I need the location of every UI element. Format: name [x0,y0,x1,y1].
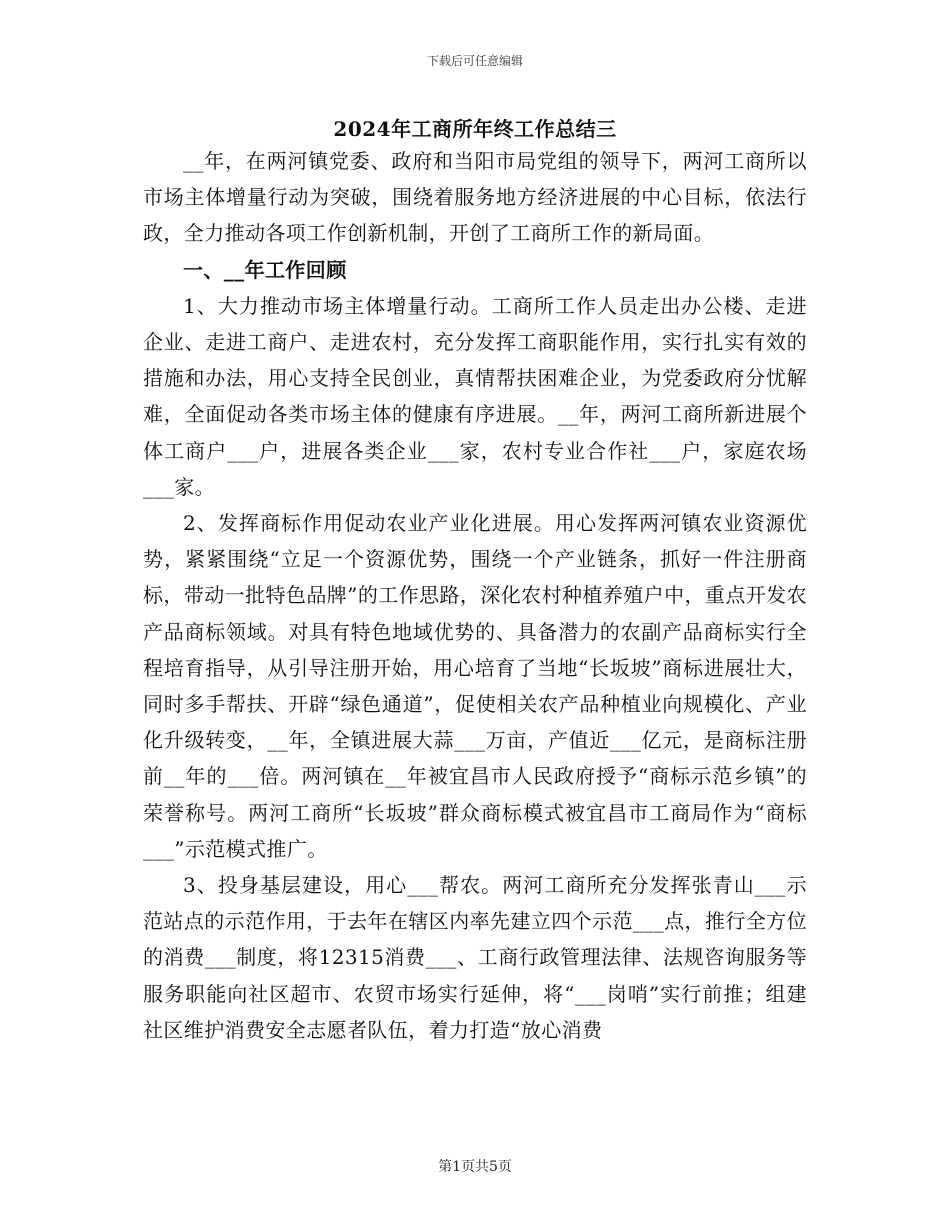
page-number: 第1页共5页 [438,1159,512,1175]
document-body [143,143,807,1048]
section-heading: 一、__年工作回顾 [183,257,347,282]
body-paragraph-2: 2、发挥商标作用促动农业产业化进展。用心发挥两河镇农业资源优势，紧紧围绕“立足一个资源优势，围绕一个产业链条，抓好一件注册商标，带动一批特色品牌”的工作思路，深化农村种植养殖户中，重点开发农产品商标领域。对具有特色地域优势的、具备潜力的农副产品商标实行全程培育指导，从引导注册开始，用心培育了当地“长坂坡”商标进展壮大，同时多手帮扶、开辟“绿色通道”，促使相关农产品种植业向规模化、产业化升级转变，__年，全镇进展大蒜___万亩，产值近___亿元，是商标注册前__年的___倍。两河镇在__年被宜昌市人民政府授予“商标示范乡镇”的荣誉称号。两河工商所“长坂坡”群众商标模式被宜昌市工商局作为“商标___”示范模式推广。 [143,511,807,861]
document-title: 2024年工商所年终工作总结三 [333,117,617,141]
intro-paragraph: __年，在两河镇党委、政府和当阳市局党组的领导下，两河工商所以市场主体增量行动为突破，围绕着服务地方经济进展的中心目标，依法行政，全力推动各项工作创新机制，开创了工商所工作的新局面。 [143,149,807,246]
header-note: 下载后可任意编辑 [426,54,523,68]
body-paragraph-1: 1、大力推动市场主体增量行动。工商所工作人员走出办公楼、走进企业、走进工商户、走进农村，充分发挥工商职能作用，实行扎实有效的措施和办法，用心支持全民创业，真情帮扶困难企业，为党委政府分忧解难，全面促动各类市场主体的健康有序进展。__年，两河工商所新进展个体工商户___户，进展各类企业___家，农村专业合作社___户，家庭农场___家。 [143,293,807,499]
body-paragraph-3: 3、投身基层建设，用心___帮农。两河工商所充分发挥张青山___示范站点的示范作用，于去年在辖区内率先建立四个示范___点，推行全方位的消费___制度，将12315消费___、工商行政管理法律、法规咨询服务等服务职能向社区超市、农贸市场实行延伸，将“___岗哨”实行前推；组建社区维护消费安全志愿者队伍，着力打造“放心消费 [143,873,807,1042]
